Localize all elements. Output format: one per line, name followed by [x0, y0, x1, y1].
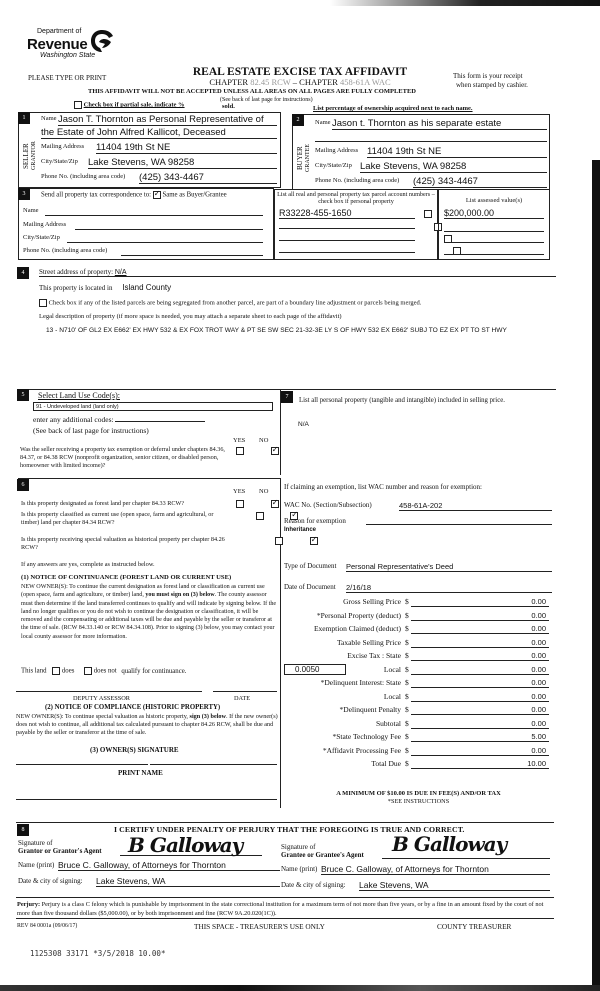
assessed-header: List assessed value(s) [465, 197, 523, 204]
section-number-1: 1 [18, 112, 30, 124]
send-correspondence-label: Send all property tax correspondence to: [41, 191, 152, 199]
rev-code: REV 84 0001a (09/06/17) [17, 923, 78, 929]
amount-field-technology-fee[interactable]: 5.00 [531, 732, 546, 741]
ownership-note: List percentage of ownership acquired next to each name. [313, 105, 473, 112]
owner-signature-line-1[interactable] [16, 764, 148, 765]
parcel-number-field-2[interactable] [279, 228, 415, 229]
chapter-prefix: CHAPTER [209, 77, 249, 87]
notice-continuance-bold: you must sign on (3) below [145, 592, 215, 599]
receipt-note-1: This form is your receipt [453, 72, 523, 80]
dollar-sign: $ [405, 664, 409, 674]
grantee-name-label: Name (print) [281, 865, 318, 873]
dollar-sign: $ [405, 705, 409, 714]
land-use-select[interactable]: 91 - Undeveloped land (land only) [33, 402, 273, 411]
if-yes-note: If any answers are yes, complete as instructed below. [21, 561, 155, 568]
deputy-assessor-line[interactable] [16, 691, 202, 692]
buyer-mailing-field[interactable]: 11404 19th St NE [367, 146, 547, 158]
section-number-2: 2 [292, 114, 304, 126]
corr-phone-label: Phone No. (including area code) [23, 247, 108, 254]
amount-label-processing-fee: *Affidavit Processing Fee [322, 745, 401, 755]
print-name-line[interactable] [16, 799, 277, 800]
doc-type-label: Type of Document [284, 562, 337, 570]
seller-mailing-label: Mailing Address [41, 143, 85, 150]
personal-property-label: List all personal property (tangible and intangible) included in selling price. [299, 397, 505, 404]
grantee-date-city-field[interactable]: Lake Stevens, WA [359, 880, 550, 891]
assessor-date-line[interactable] [213, 691, 277, 692]
buyer-mailing-row [315, 146, 547, 157]
amount-row-total [281, 759, 556, 772]
amount-row-gross [281, 597, 556, 610]
corr-mailing-field[interactable] [75, 229, 263, 230]
grantee-signature-line[interactable] [382, 858, 550, 859]
exemption-question: Was the seller receiving a property tax exemption or deferral under chapters 84.36, 84.37, or 84.38 RCW (nonprofit organization, senior citizen, or disabled person, homeowner with limited income)? [20, 446, 225, 469]
dollar-sign: $ [405, 678, 409, 687]
scan-edge-bottom [0, 985, 600, 991]
amount-label-subtotal: Subtotal [375, 718, 401, 728]
section-number-5: 5 [17, 389, 29, 401]
section-number-8: 8 [17, 824, 29, 836]
reason-row [284, 517, 346, 525]
dollar-sign: $ [405, 732, 409, 741]
owner-signature-line-2[interactable] [150, 764, 277, 765]
chapter-rcw: 82.45 RCW [250, 77, 291, 87]
current-use-question: Is this property classified as current use (open space, farm and agricultural, or timber) land per chapter 84.34 RCW? [21, 511, 214, 526]
buyer-name-row [315, 118, 547, 129]
buyer-phone-row [315, 176, 547, 187]
perjury-top-border [16, 897, 554, 898]
exemption-no-checkbox[interactable] [271, 447, 279, 455]
yes-header-5: YES [233, 437, 246, 444]
seller-phone-label: Phone No. (including area code) [41, 173, 126, 180]
legal-description-field[interactable]: 13 - N710' OF GL2 EX E662' EX HWY 532 & EX FOX TROT WAY & PT SE SW SEC 21-32-3E LY S OF HWY 532 EX E662' SUBJ TO EZ EX PT TO ST HWY [46, 327, 507, 334]
amount-row-processing-fee [281, 746, 556, 759]
reason-field[interactable]: Inheritance [284, 527, 317, 533]
chapter-wac: 458-61A WAC [340, 77, 391, 87]
grantor-label: GRANTOR [31, 141, 37, 171]
amount-row-delinquent-local [281, 692, 556, 705]
amount-field-gross[interactable]: 0.00 [531, 597, 546, 606]
additional-codes-row [33, 414, 205, 424]
amount-field-penalty[interactable]: 0.00 [531, 705, 546, 714]
grantor-name-row [18, 860, 226, 870]
segregated-checkbox[interactable] [39, 299, 47, 307]
section-seller [18, 112, 281, 188]
amount-row-taxable [281, 638, 556, 651]
notice-continuance-text-b: . The county assessor must then determine if the land transferred continues to qualify and will indicate by signing below. If the land no longer qualifies or you do not wish to continue the designation or classification, it will be removed and the compensating or additional taxes will be due and payable by the seller or transferor at the time of sale. (RCW 84.33.140 or RCW 84.34.108). Prior to signing (3) below, you may contact your local county assessor for more information. [21, 592, 277, 640]
cashier-stamp: 1125308 33171 *3/5/2018 10.00* [30, 949, 166, 958]
section-buyer [292, 114, 550, 190]
located-county-field[interactable]: Island County [122, 283, 172, 292]
amount-field-exemption[interactable]: 0.00 [531, 624, 546, 633]
section-forest-current-use [18, 478, 281, 808]
buyer-city-label: City/State/Zip [315, 162, 352, 169]
forest-land-question: Is this property designated as forest land per chapter 84.33 RCW? [21, 500, 185, 507]
amount-row-excise-local [281, 665, 556, 678]
corr-name-field[interactable] [45, 215, 263, 216]
exemption-yes-checkbox[interactable] [236, 447, 244, 455]
street-address-field[interactable]: N/A [114, 269, 127, 276]
revenue-swirl-icon [89, 28, 115, 54]
grantor-signature-label [18, 839, 102, 855]
no-header-6: NO [259, 488, 269, 495]
segregated-label: Check box if any of the listed parcels are being segregated from another parcel, are part of a boundary line adjustment or parcels being merged. [48, 299, 422, 307]
personal-property-checkbox-1[interactable] [424, 210, 432, 218]
grantee-name-row [281, 864, 489, 874]
seller-city-field[interactable]: Lake Stevens, WA 98258 [88, 157, 277, 169]
seller-city-label: City/State/Zip [41, 158, 78, 165]
seller-name-field-2[interactable]: the Estate of John Alfred Kallicot, Deceased [41, 127, 277, 139]
amount-row-subtotal [281, 719, 556, 732]
notice-compliance-body [16, 713, 284, 737]
wac-number-field[interactable]: 458-61A-202 [399, 501, 552, 511]
grantor-date-city-field[interactable]: Lake Stevens, WA [96, 876, 280, 887]
doc-date-label: Date of Document [284, 583, 336, 591]
seller-label: SELLER [22, 143, 30, 169]
buyer-mailing-label: Mailing Address [315, 147, 359, 154]
parcel-number-field-1[interactable]: R33228-455-1650 [279, 208, 415, 219]
notice-continuance-title: (1) NOTICE OF CONTINUANCE (FOREST LAND OR CURRENT USE) [21, 574, 232, 581]
does-label: does [61, 667, 75, 675]
amount-field-delinquent-state[interactable]: 0.00 [531, 678, 546, 687]
notice-compliance-text-b: . If the new owner(s) does not wish to continue, all additional tax calculated pursuant to chapter 84.26 RCW, shall be due and payable by the seller or transferor at the time of sale. [16, 713, 278, 736]
same-as-buyer-label: Same as Buyer/Grantee [162, 191, 227, 199]
personal-property-field[interactable]: N/A [298, 421, 309, 428]
legal-description-label: Legal description of property (if more space is needed, you may attach a separate sheet to each page of the affidavit) [39, 313, 342, 320]
notice-continuance-text-a: NEW OWNER(S): To continue the current designation as forest land or classification as current use (open space, farm and agriculture, or timber) land, [21, 584, 265, 599]
section-land-use [18, 389, 281, 475]
grantor-sig-label-2: Grantor or Grantor's Agent [18, 847, 102, 855]
section-8-top-border [16, 822, 554, 823]
perjury-text: Perjury is a class C felony which is punishable by imprisonment in the state correctional institution for a maximum term of not more than five years, or by a fine in an amount fixed by the court of not more than five thousand dollars ($5,000.00), or by both imprisonment and fine (RCW 9A.20.020(1C)). [17, 901, 544, 917]
section-number-3: 3 [18, 188, 30, 200]
exemption-intro: If claiming an exemption, list WAC number and reason for exemption: [284, 483, 482, 491]
partial-sale-checkbox[interactable] [74, 101, 82, 109]
corr-city-field[interactable] [67, 242, 263, 243]
grantee-sig-label-1: Signature of [281, 843, 316, 851]
amount-field-personal-property[interactable]: 0.00 [531, 610, 546, 620]
section-tax-correspondence [18, 188, 274, 260]
this-land-label: This land [21, 667, 47, 675]
corr-phone-row [23, 247, 263, 254]
amount-field-excise-local[interactable]: 0.00 [531, 664, 546, 674]
partial-sale-label: Check box if partial sale, indicate % [83, 101, 185, 109]
partial-sale [74, 101, 185, 109]
additional-codes-label: enter any additional codes: [33, 415, 114, 424]
same-as-buyer-checkbox[interactable] [153, 191, 161, 199]
buyer-city-field[interactable]: Lake Stevens, WA 98258 [360, 161, 547, 173]
parcel-header: List all real and personal property tax parcel account numbers – check box if personal property [277, 191, 435, 205]
reason-line[interactable] [366, 517, 552, 525]
grantor-signature[interactable]: B Galloway [128, 833, 243, 857]
buyer-name-field[interactable]: Jason t. Thornton as his separate estate [332, 118, 547, 130]
amount-field-taxable[interactable]: 0.00 [531, 637, 546, 647]
logo-dept-text: Department of [37, 28, 82, 35]
located-row [39, 283, 171, 292]
parcel-number-box [274, 189, 438, 260]
land-use-see-back: (See back of last page for instructions) [33, 426, 149, 435]
amount-field-subtotal[interactable]: 0.00 [531, 718, 546, 728]
does-not-checkbox[interactable] [84, 667, 92, 675]
dollar-sign: $ [405, 597, 409, 606]
no-header-5: NO [259, 437, 269, 444]
dollar-sign: $ [405, 745, 409, 755]
street-address-label: Street address of property: [39, 268, 114, 276]
amount-field-excise-state[interactable]: 0.00 [531, 651, 546, 660]
grantor-sig-label-1: Signature of [18, 839, 53, 847]
notice-compliance-title: (2) NOTICE OF COMPLIANCE (HISTORIC PROPERTY) [45, 704, 221, 711]
perjury-bottom-border [16, 918, 554, 919]
dollar-sign: $ [405, 624, 409, 633]
assessed-value-field-4[interactable] [444, 254, 544, 255]
amount-field-total[interactable]: 10.00 [527, 759, 546, 768]
amount-label-penalty: *Delinquent Penalty [339, 705, 401, 714]
section-number-6: 6 [17, 479, 29, 491]
amount-label-gross: Gross Selling Price [343, 597, 401, 606]
amount-label-technology-fee: *State Technology Fee [332, 732, 401, 741]
section-4-divider [39, 276, 556, 277]
grantee-signature[interactable]: B Galloway [392, 832, 507, 856]
grantee-name-field[interactable]: Bruce C. Galloway, of Attorneys for Thornton [321, 864, 550, 875]
qualify-label: qualify for continuance. [121, 667, 187, 675]
corr-name-label: Name [23, 207, 39, 214]
seller-city-row [41, 157, 277, 168]
grantor-name-label: Name (print) [18, 861, 55, 869]
seller-name-field-1[interactable]: Jason T. Thornton as Personal Representative of [58, 114, 277, 126]
grantee-date-row [281, 880, 429, 890]
dor-logo [25, 28, 120, 68]
logo-revenue-text: Revenue [27, 36, 88, 53]
seller-phone-row [41, 172, 277, 183]
grantee-label: GRANTEE [305, 144, 311, 172]
amount-field-processing-fee[interactable]: 0.00 [531, 745, 546, 755]
perjury-label: Perjury: [17, 901, 41, 908]
buyer-name-label: Name [315, 119, 331, 126]
scan-edge-right [592, 160, 600, 991]
amount-row-technology-fee [281, 732, 556, 745]
corr-phone-field[interactable] [121, 255, 263, 256]
doc-type-field[interactable]: Personal Representative's Deed [346, 562, 552, 572]
section-number-4: 4 [17, 267, 29, 279]
amount-label-delinquent-state: *Delinquent Interest: State [320, 678, 401, 687]
assessed-value-field-1[interactable]: $200,000.00 [444, 208, 544, 219]
amount-row-exemption [281, 624, 556, 637]
amount-label-personal-property: *Personal Property (deduct) [316, 610, 401, 620]
dollar-sign: $ [405, 718, 409, 728]
buyer-city-row [315, 161, 547, 172]
section-number-7: 7 [281, 391, 293, 403]
please-type: PLEASE TYPE OR PRINT [28, 74, 107, 82]
grantee-signature-label [281, 843, 364, 859]
parcel-number-field-4[interactable] [279, 252, 415, 253]
dollar-sign: $ [405, 637, 409, 647]
yes-header-6: YES [233, 488, 246, 495]
local-rate-field[interactable]: 0.0050 [284, 664, 346, 675]
does-not-label: does not [93, 667, 117, 675]
forest-yes-checkbox[interactable] [236, 500, 244, 508]
amount-label-delinquent-local: Local [383, 691, 401, 701]
doc-date-field[interactable]: 2/16/18 [346, 583, 552, 593]
notice-compliance-text-a: NEW OWNER(S): To continue special valuation as historic property, [16, 713, 188, 720]
doc-date-row [284, 583, 372, 592]
scan-edge-top [0, 0, 600, 6]
located-label: This property is located in [39, 284, 113, 292]
amount-row-delinquent-state [281, 678, 556, 691]
additional-codes-field[interactable] [115, 414, 205, 422]
amount-label-excise-local: Local [383, 664, 401, 674]
dollar-sign: $ [405, 691, 409, 701]
grantor-name-field[interactable]: Bruce C. Galloway, of Attorneys for Thornton [58, 860, 280, 871]
corr-mailing-label: Mailing Address [23, 221, 67, 228]
sold-label: sold. [222, 103, 235, 110]
corr-city-label: City/State/Zip [23, 234, 60, 241]
amount-row-excise-state [281, 651, 556, 664]
seller-mailing-field[interactable]: 11404 19th St NE [96, 142, 277, 154]
send-correspondence-row [41, 191, 227, 199]
deputy-assessor-label: DEPUTY ASSESSOR [73, 695, 130, 702]
perjury-notice [17, 900, 557, 918]
dollar-sign: $ [405, 759, 409, 768]
amount-label-total: Total Due [371, 759, 401, 768]
reason-label: Reason for exemption [284, 517, 346, 525]
current-use-yes-checkbox[interactable] [256, 512, 264, 520]
chapter-mid: – CHAPTER [292, 77, 338, 87]
minimum-due-note: A MINIMUM OF $10.00 IS DUE IN FEE(S) AND/OR TAX [336, 790, 501, 797]
notice-compliance-bold: sign (3) below [189, 713, 226, 720]
dollar-sign: $ [405, 610, 409, 620]
doc-type-row [284, 562, 454, 571]
print-name-label: PRINT NAME [118, 769, 163, 777]
logo-state-text: Washington State [40, 52, 96, 59]
historical-question: Is this property receiving special valuation as historical property per chapter 84.26 RCW? [21, 536, 225, 551]
see-instructions-note: *SEE INSTRUCTIONS [387, 798, 450, 805]
seller-mailing-row [41, 142, 277, 153]
buyer-label: BUYER [296, 146, 304, 170]
amount-field-delinquent-local[interactable]: 0.00 [531, 691, 546, 701]
forest-no-checkbox[interactable] [271, 500, 279, 508]
certify-statement: I CERTIFY UNDER PENALTY OF PERJURY THAT THE FOREGOING IS TRUE AND CORRECT. [114, 825, 465, 834]
seller-name-row-1 [41, 114, 277, 125]
amount-row-penalty [281, 705, 556, 718]
warning-text: THIS AFFIDAVIT WILL NOT BE ACCEPTED UNLESS ALL AREAS ON ALL PAGES ARE FULLY COMPLETED [88, 88, 416, 95]
does-checkbox[interactable] [52, 667, 60, 675]
amount-label-excise-state: Excise Tax : State [347, 651, 401, 660]
corr-city-row [23, 234, 263, 241]
continuance-row [21, 667, 186, 675]
receipt-note-2: when stamped by cashier. [456, 81, 528, 89]
segregated-row [39, 299, 421, 307]
buyer-name-field-2[interactable] [315, 141, 547, 142]
assessed-value-field-3[interactable] [444, 242, 544, 243]
dollar-sign: $ [405, 651, 409, 660]
seller-phone-field[interactable]: (425) 343-4467 [139, 172, 277, 184]
amount-label-exemption: Exemption Claimed (deduct) [313, 624, 401, 633]
treasurer-space: THIS SPACE - TREASURER'S USE ONLY [194, 922, 325, 931]
grantee-sig-label-2: Grantee or Grantee's Agent [281, 851, 364, 859]
seller-name-label: Name [41, 115, 57, 122]
amount-row-personal-property [281, 611, 556, 624]
corr-name-row [23, 207, 263, 214]
land-use-label: Select Land Use Code(s): [38, 391, 120, 400]
parcel-number-field-3[interactable] [279, 240, 415, 241]
amount-label-taxable: Taxable Selling Price [336, 637, 401, 647]
corr-mailing-row [23, 221, 263, 228]
assessor-date-label: DATE [234, 695, 251, 702]
buyer-phone-field[interactable]: (425) 343-4467 [413, 176, 547, 188]
county-treasurer: COUNTY TREASURER [437, 922, 512, 931]
assessed-value-field-2[interactable] [444, 231, 544, 232]
see-back-note: (See back of last page for instructions) [220, 97, 313, 103]
section-personal-property-exemption [281, 389, 556, 819]
grantor-date-row [18, 876, 166, 886]
assessed-value-box [438, 189, 550, 260]
wac-label: WAC No. (Section/Subsection) [284, 501, 372, 509]
street-address-row [39, 268, 126, 276]
page-title: REAL ESTATE EXCISE TAX AFFIDAVIT [192, 66, 408, 78]
wac-row [284, 501, 443, 510]
grantee-date-city-label: Date & city of signing: [281, 881, 346, 889]
notice-continuance-body [21, 583, 277, 641]
grantor-date-city-label: Date & city of signing: [18, 877, 83, 885]
buyer-phone-label: Phone No. (including area code) [315, 177, 400, 184]
owner-signature-label: (3) OWNER(S) SIGNATURE [90, 746, 179, 754]
